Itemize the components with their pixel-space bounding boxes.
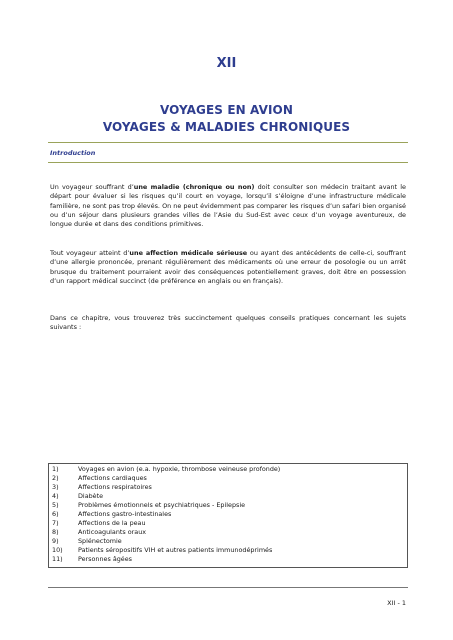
topic-number: 3) — [52, 483, 59, 491]
paragraph-1-pre: Un voyageur souffrant d’ — [50, 183, 134, 191]
topic-row — [49, 546, 408, 555]
topic-number: 6) — [52, 510, 59, 518]
chapter-title-line2: VOYAGES & MALADIES CHRONIQUES — [102, 120, 351, 134]
topic-number: 9) — [52, 537, 59, 545]
topic-label: Anticoagulants oraux — [78, 528, 147, 536]
topic-row — [49, 464, 408, 475]
topic-row — [49, 510, 408, 519]
section-heading-box — [48, 142, 408, 163]
paragraph-2-pre: Tout voyageur atteint d’ — [50, 249, 130, 257]
topic-label: Personnes âgées — [78, 555, 132, 563]
topic-number: 2) — [52, 474, 59, 482]
chapter-title-line1: VOYAGES EN AVION — [159, 103, 294, 117]
footer-rule — [48, 587, 408, 588]
topic-label: Affections cardiaques — [78, 474, 147, 482]
topic-number: 5) — [52, 501, 59, 509]
topic-row — [49, 537, 408, 546]
topic-label: Affections gastro-intestinales — [78, 510, 172, 518]
topic-label: Patients séropositifs VIH et autres patients immunodéprimés — [78, 546, 273, 554]
topics-list — [48, 463, 408, 568]
topic-row — [49, 474, 408, 483]
topic-number: 7) — [52, 519, 59, 527]
topic-row — [49, 483, 408, 492]
chapter-number: XII — [216, 56, 237, 71]
topic-number: 10) — [52, 546, 63, 554]
topic-label: Problèmes émotionnels et psychiatriques - Epilepsie — [78, 501, 246, 509]
topic-number: 11) — [52, 555, 63, 563]
topic-label: Affections de la peau — [78, 519, 146, 527]
topic-label: Diabète — [78, 492, 104, 500]
paragraph-2-post: ou ayant des antécédents de celle-ci, souffrant d’une allergie prononcée, prenant régulièrement des médicaments où une erreur de posologie ou un arrêt brusque du traitement pourraient avoir des conséquences potentiellement graves, doit être en possession d’un rapport médical succinct (de préférence en anglais ou en français). — [50, 249, 406, 285]
topic-row — [49, 555, 408, 568]
topic-number: 1) — [52, 465, 59, 473]
paragraph-2-bold: une affection médicale sérieuse — [129, 249, 248, 257]
topic-number: 4) — [52, 492, 59, 500]
topic-label: Voyages en avion (e.a. hypoxie, thrombose veineuse profonde) — [78, 465, 281, 473]
paragraph-1-post: doit consulter son médecin traitant avant le départ pour évaluer si les risques qu’il court en voyage, lorsqu’il s’éloigne d’une infrastructure médicale familière, ne sont pas trop élevés. On ne peut évidemment pas comparer les risques d’un safari bien organisé ou d’un séjour dans plusieurs grandes villes de l’Asie du Sud-Est avec ceux d’un voyage aventureux, de longue durée et dans des conditions primitives. — [50, 183, 406, 229]
topic-row — [49, 528, 408, 537]
paragraph-1-bold: une maladie (chronique ou non) — [133, 183, 255, 191]
page-number: XII - 1 — [387, 599, 406, 607]
topic-row — [49, 519, 408, 528]
topic-row — [49, 492, 408, 501]
topic-number: 8) — [52, 528, 59, 536]
paragraph-2 — [50, 249, 406, 286]
paragraph-1 — [50, 183, 406, 229]
section-heading: Introduction — [50, 149, 96, 157]
topic-row — [49, 501, 408, 510]
topic-label: Splénectomie — [78, 537, 122, 545]
topic-label: Affections respiratoires — [78, 483, 152, 491]
paragraph-3: Dans ce chapitre, vous trouverez très succinctement quelques conseils pratiques concernant les sujets suivants : — [50, 314, 406, 332]
